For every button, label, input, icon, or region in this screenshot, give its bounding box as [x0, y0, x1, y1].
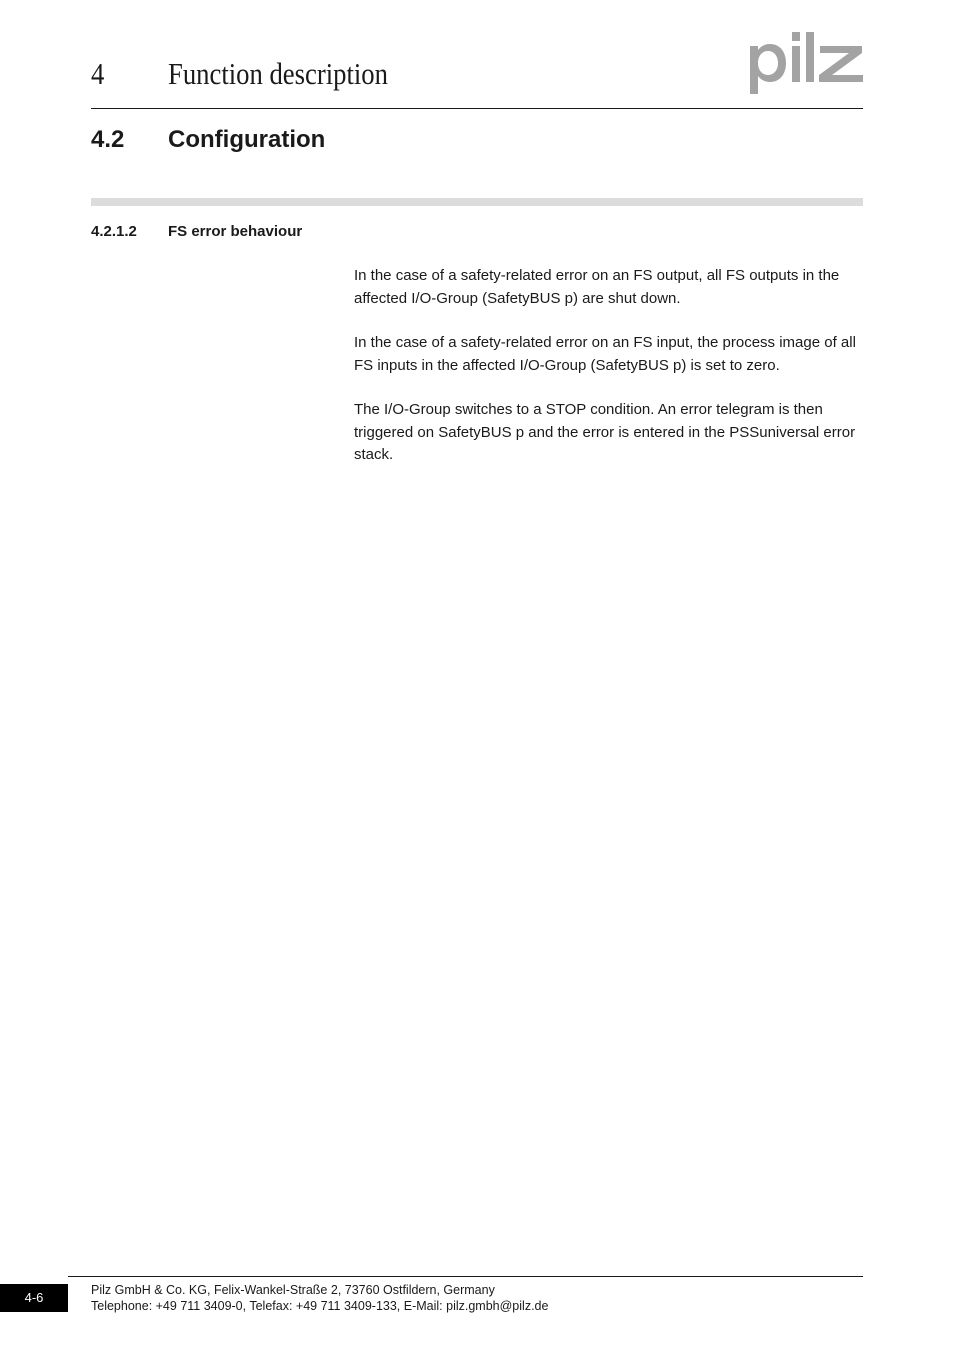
pilz-logo: [748, 30, 866, 95]
footer-line-company: Pilz GmbH & Co. KG, Felix-Wankel-Straße 2, 73760 Ostfildern, Germany: [91, 1283, 495, 1297]
footer-address: [91, 1282, 548, 1314]
paragraph: The I/O-Group switches to a STOP condition. An error telegram is then triggered on SafetyBUS p and the error is entered in the PSSuniversal error stack.: [354, 401, 856, 463]
subsection-title: FS error behaviour: [168, 223, 303, 240]
subsection-number: 4.2.1.2: [91, 223, 137, 240]
chapter-header: [91, 50, 731, 100]
paragraph: In the case of a safety-related error on an FS input, the process image of all FS inputs in the affected I/O-Group (SafetyBUS p) is set to zero.: [354, 334, 856, 374]
footer-rule: [68, 1276, 863, 1277]
paragraph: In the case of a safety-related error on an FS output, all FS outputs in the affected I/O-Group (SafetyBUS p) are shut down.: [354, 267, 840, 307]
chapter-title: Function description: [168, 56, 388, 91]
chapter-number: 4: [91, 56, 105, 91]
section-number: 4.2: [91, 126, 125, 153]
header-rule: [91, 108, 863, 109]
footer-line-contact: Telephone: +49 711 3409-0, Telefax: +49 711 3409-133, E-Mail: pilz.gmbh@pilz.de: [91, 1299, 549, 1313]
subsection-heading: [91, 222, 591, 242]
body-text: [354, 265, 864, 489]
section-heading: [91, 124, 591, 156]
page-number: 4-6: [0, 1284, 68, 1312]
section-divider-bar: [91, 198, 863, 206]
section-title: Configuration: [168, 126, 326, 153]
